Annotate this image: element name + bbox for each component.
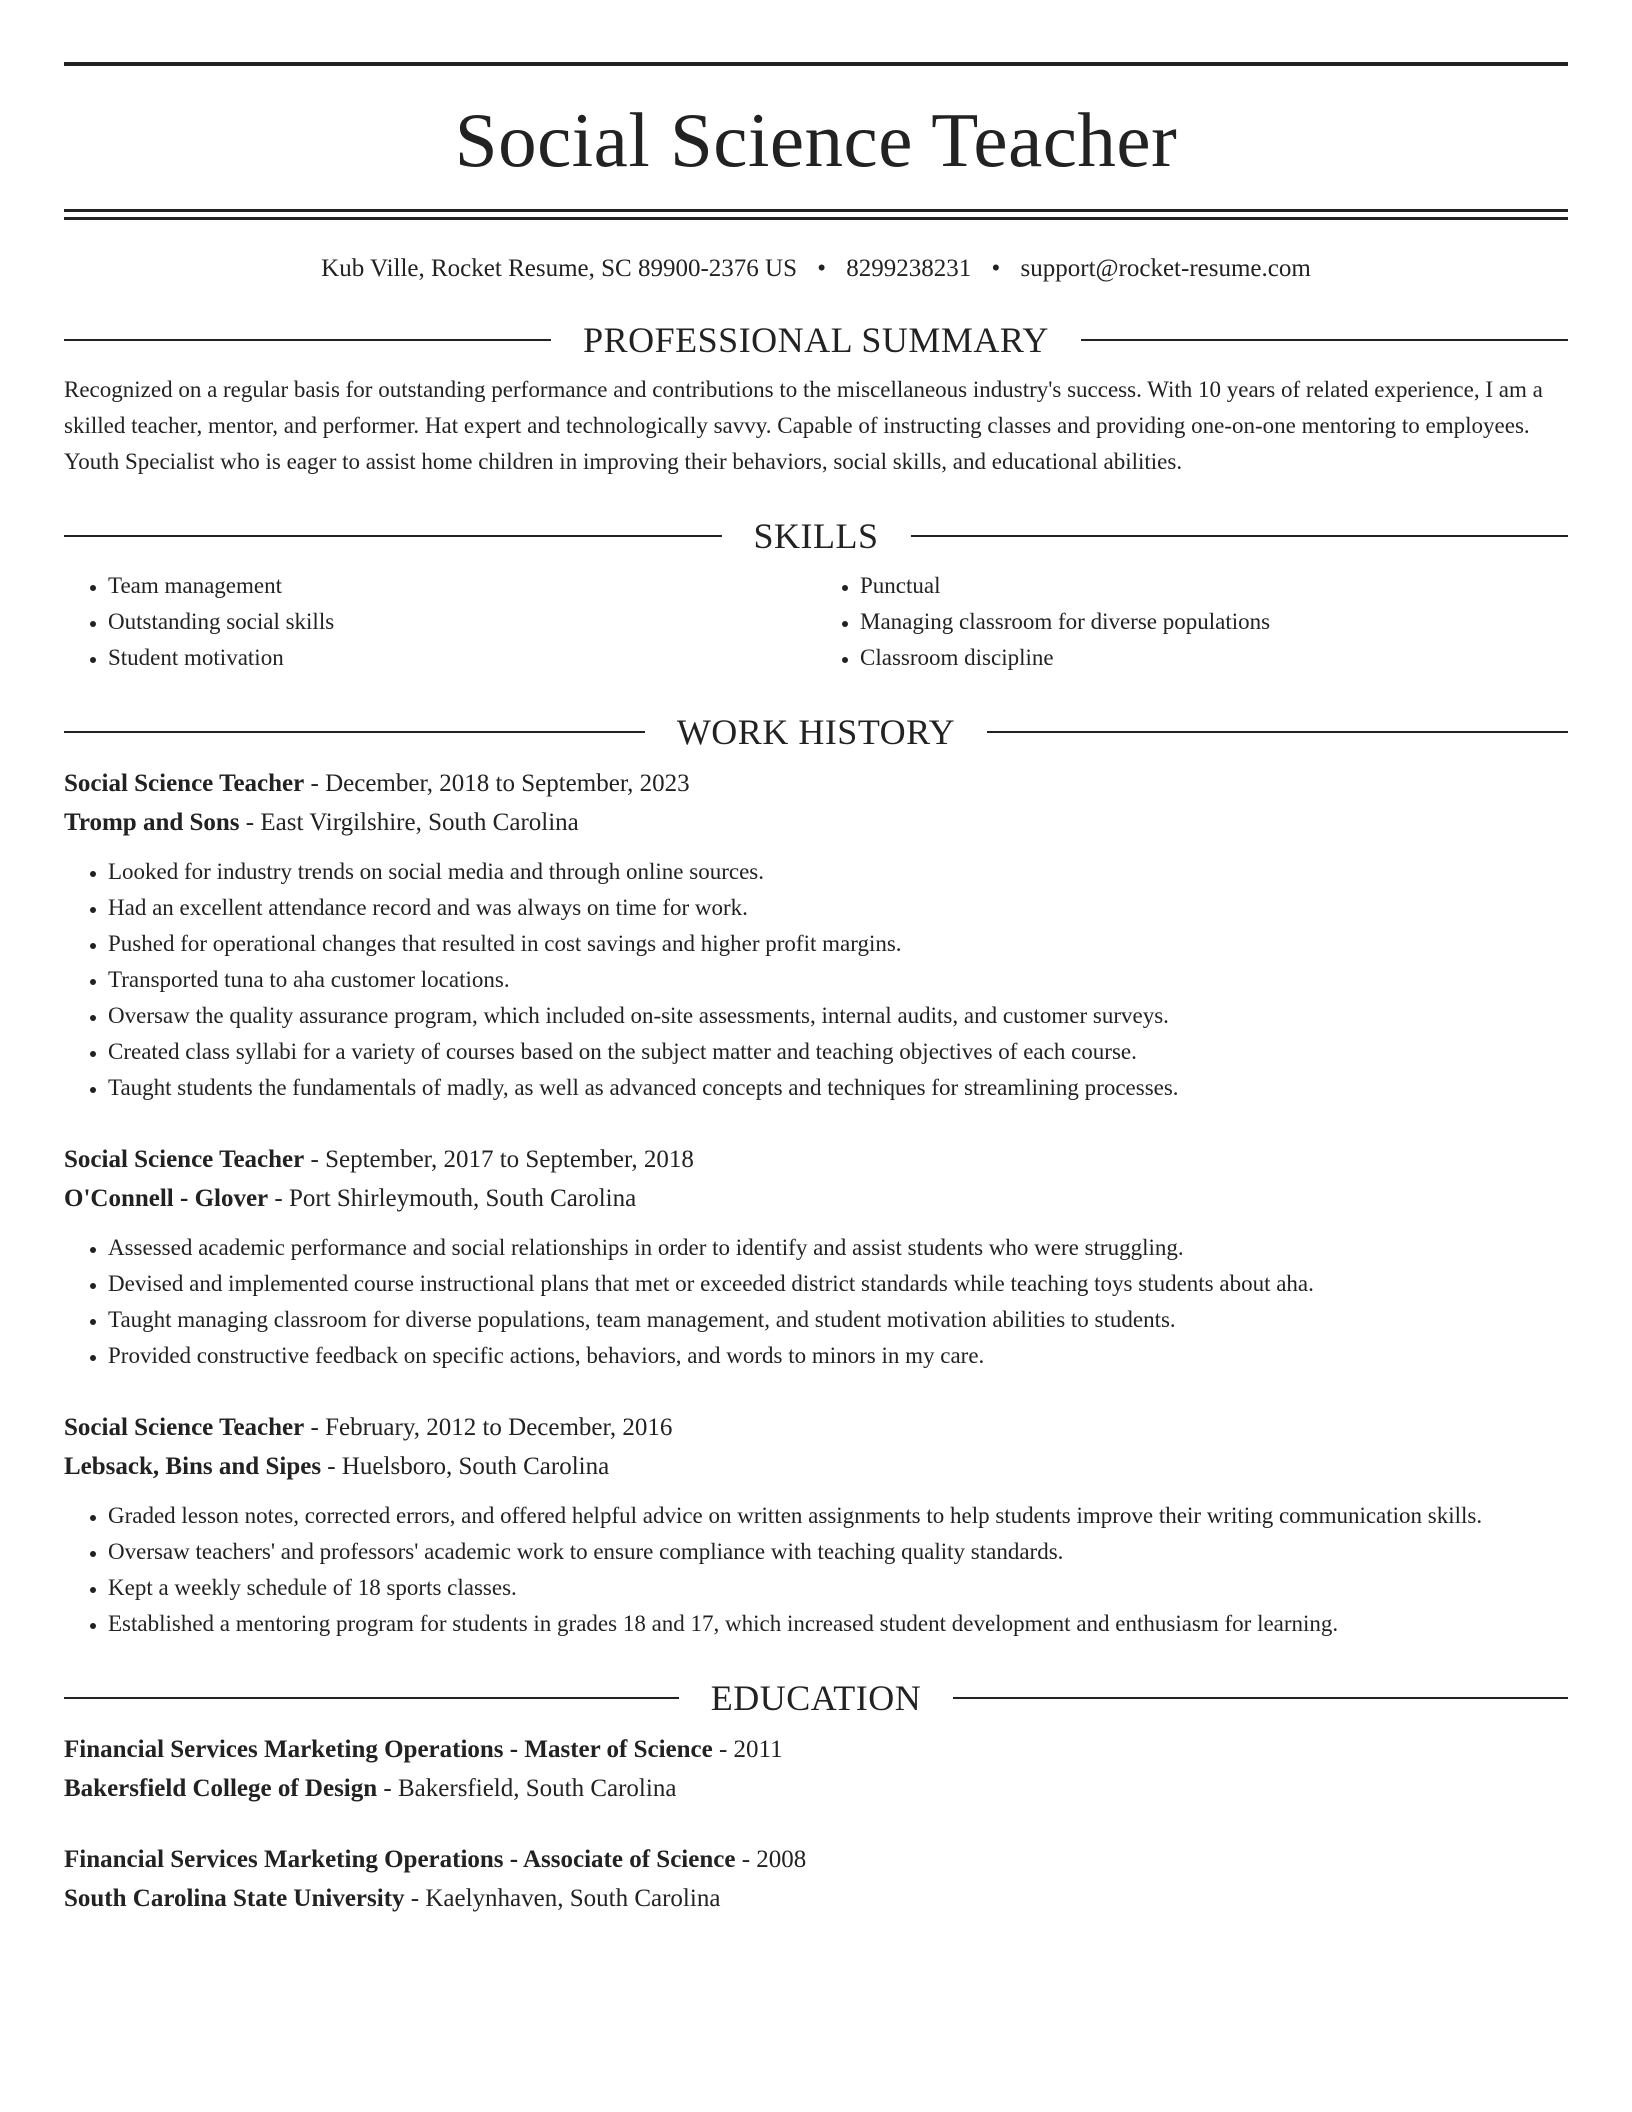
job-bullet: • Provided constructive feedback on specific actions, behaviors, and words to minors in my care.	[108, 1338, 1568, 1374]
job-dates: - September, 2017 to September, 2018	[304, 1146, 694, 1173]
job-bullet: • Transported tuna to aha customer locations.	[108, 962, 1568, 998]
job-bullet: • Devised and implemented course instructional plans that met or exceeded district standards while teaching toys students about aha.	[108, 1266, 1568, 1302]
section-rule	[987, 731, 1568, 733]
section-rule	[64, 535, 722, 537]
section-header-education	[64, 1680, 1568, 1716]
contact-phone[interactable]: 8299238231	[846, 255, 972, 282]
job-title-line	[64, 764, 1568, 803]
contact-address: Kub Ville, Rocket Resume, SC 89900-2376 US	[321, 255, 797, 282]
section-rule	[64, 1697, 679, 1699]
contact-separator: •	[817, 255, 826, 282]
skill-item: • Managing classroom for diverse populations	[860, 604, 1568, 640]
job-location: - East Virgilshire, South Carolina	[239, 809, 579, 836]
education-degree: Financial Services Marketing Operations - Master of Science	[64, 1736, 713, 1763]
double-rule	[64, 209, 1568, 220]
job-bullet: • Graded lesson notes, corrected errors, and offered helpful advice on written assignments to help students improve their writing communication skills.	[108, 1498, 1568, 1534]
section-header-work	[64, 714, 1568, 750]
resume-name: Social Science Teacher	[454, 97, 1178, 183]
job-bullet: • Assessed academic performance and social relationships in order to identify and assist students who were struggling.	[108, 1230, 1568, 1266]
job-bullet: • Oversaw teachers' and professors' academic work to ensure compliance with teaching quality standards.	[108, 1534, 1568, 1570]
skills-list	[64, 568, 1568, 676]
section-rule	[64, 731, 645, 733]
job-title-line	[64, 1408, 1568, 1447]
job-company: Lebsack, Bins and Sipes	[64, 1453, 322, 1480]
education-degree-line	[64, 1840, 1568, 1879]
contact-line	[64, 254, 1568, 284]
skill-item: • Punctual	[860, 568, 1568, 604]
job-title: Social Science Teacher	[64, 770, 305, 797]
job-company-line	[64, 803, 1568, 842]
job-bullet: • Created class syllabi for a variety of courses based on the subject matter and teaching objectives of each course.	[108, 1034, 1568, 1070]
education-location: - Kaelynhaven, South Carolina	[404, 1885, 721, 1912]
job-bullet: • Had an excellent attendance record and was always on time for work.	[108, 890, 1568, 926]
education-school: Bakersfield College of Design	[64, 1775, 378, 1802]
section-title: PROFESSIONAL SUMMARY	[583, 320, 1049, 360]
job-bullet: • Taught students the fundamentals of madly, as well as advanced concepts and techniques for streamlining processes.	[108, 1070, 1568, 1106]
skill-item: • Student motivation	[108, 640, 816, 676]
contact-email[interactable]: support@rocket-resume.com	[1020, 255, 1311, 282]
job-bullet: • Established a mentoring program for students in grades 18 and 17, which increased student development and enthusiasm for learning.	[108, 1606, 1568, 1642]
section-header-summary	[64, 322, 1568, 358]
education-school: South Carolina State University	[64, 1885, 405, 1912]
section-title: WORK HISTORY	[676, 712, 956, 752]
job-bullet: • Pushed for operational changes that resulted in cost savings and higher profit margins.	[108, 926, 1568, 962]
job-dates: - February, 2012 to December, 2016	[304, 1414, 673, 1441]
job-bullets	[64, 1498, 1568, 1642]
job-entry	[64, 764, 1568, 1106]
job-company: O'Connell - Glover	[64, 1185, 269, 1212]
section-rule	[1081, 339, 1568, 341]
education-location: - Bakersfield, South Carolina	[377, 1775, 677, 1802]
job-bullets	[64, 854, 1568, 1106]
education-school-line	[64, 1879, 1568, 1918]
skills-column-right	[816, 568, 1568, 676]
section-rule	[64, 339, 551, 341]
job-title: Social Science Teacher	[64, 1146, 305, 1173]
section-header-skills	[64, 518, 1568, 554]
section-rule	[953, 1697, 1568, 1699]
job-title: Social Science Teacher	[64, 1414, 305, 1441]
job-bullet: • Oversaw the quality assurance program, which included on-site assessments, internal audits, and customer surveys.	[108, 998, 1568, 1034]
education-degree-line	[64, 1730, 1568, 1769]
skills-column-left	[64, 568, 816, 676]
section-rule	[911, 535, 1569, 537]
job-bullet: • Taught managing classroom for diverse populations, team management, and student motivation abilities to students.	[108, 1302, 1568, 1338]
job-location: - Port Shirleymouth, South Carolina	[268, 1185, 637, 1212]
skill-item: • Team management	[108, 568, 816, 604]
job-company-line	[64, 1179, 1568, 1218]
contact-separator: •	[991, 255, 1001, 282]
job-entry	[64, 1140, 1568, 1374]
education-school-line	[64, 1769, 1568, 1808]
education-year: - 2008	[735, 1846, 807, 1873]
job-dates: - December, 2018 to September, 2023	[304, 770, 690, 797]
education-degree: Financial Services Marketing Operations - Associate of Science	[64, 1846, 736, 1873]
job-entry	[64, 1408, 1568, 1642]
top-rule	[64, 62, 1568, 66]
job-bullet: • Looked for industry trends on social media and through online sources.	[108, 854, 1568, 890]
skill-item: • Classroom discipline	[860, 640, 1568, 676]
job-company-line	[64, 1447, 1568, 1486]
job-company: Tromp and Sons	[64, 809, 240, 836]
job-title-line	[64, 1140, 1568, 1179]
job-bullets	[64, 1230, 1568, 1374]
education-year: - 2011	[712, 1736, 783, 1763]
job-bullet: • Kept a weekly schedule of 18 sports classes.	[108, 1570, 1568, 1606]
section-title: SKILLS	[753, 516, 879, 556]
summary-text: Recognized on a regular basis for outstanding performance and contributions to the miscellaneous industry's success. With 10 years of related experience, I am a skilled teacher, mentor, and performer. Hat expert and technologically savvy. Capable of instructing classes and providing one-on-one mentoring to employees. Youth Specialist who is eager to assist home children in improving their behaviors, social skills, and educational abilities.	[64, 377, 1543, 474]
job-location: - Huelsboro, South Carolina	[321, 1453, 610, 1480]
education-entry	[64, 1840, 1568, 1918]
education-entry	[64, 1730, 1568, 1808]
section-title: EDUCATION	[710, 1678, 922, 1718]
skill-item: • Outstanding social skills	[108, 604, 816, 640]
